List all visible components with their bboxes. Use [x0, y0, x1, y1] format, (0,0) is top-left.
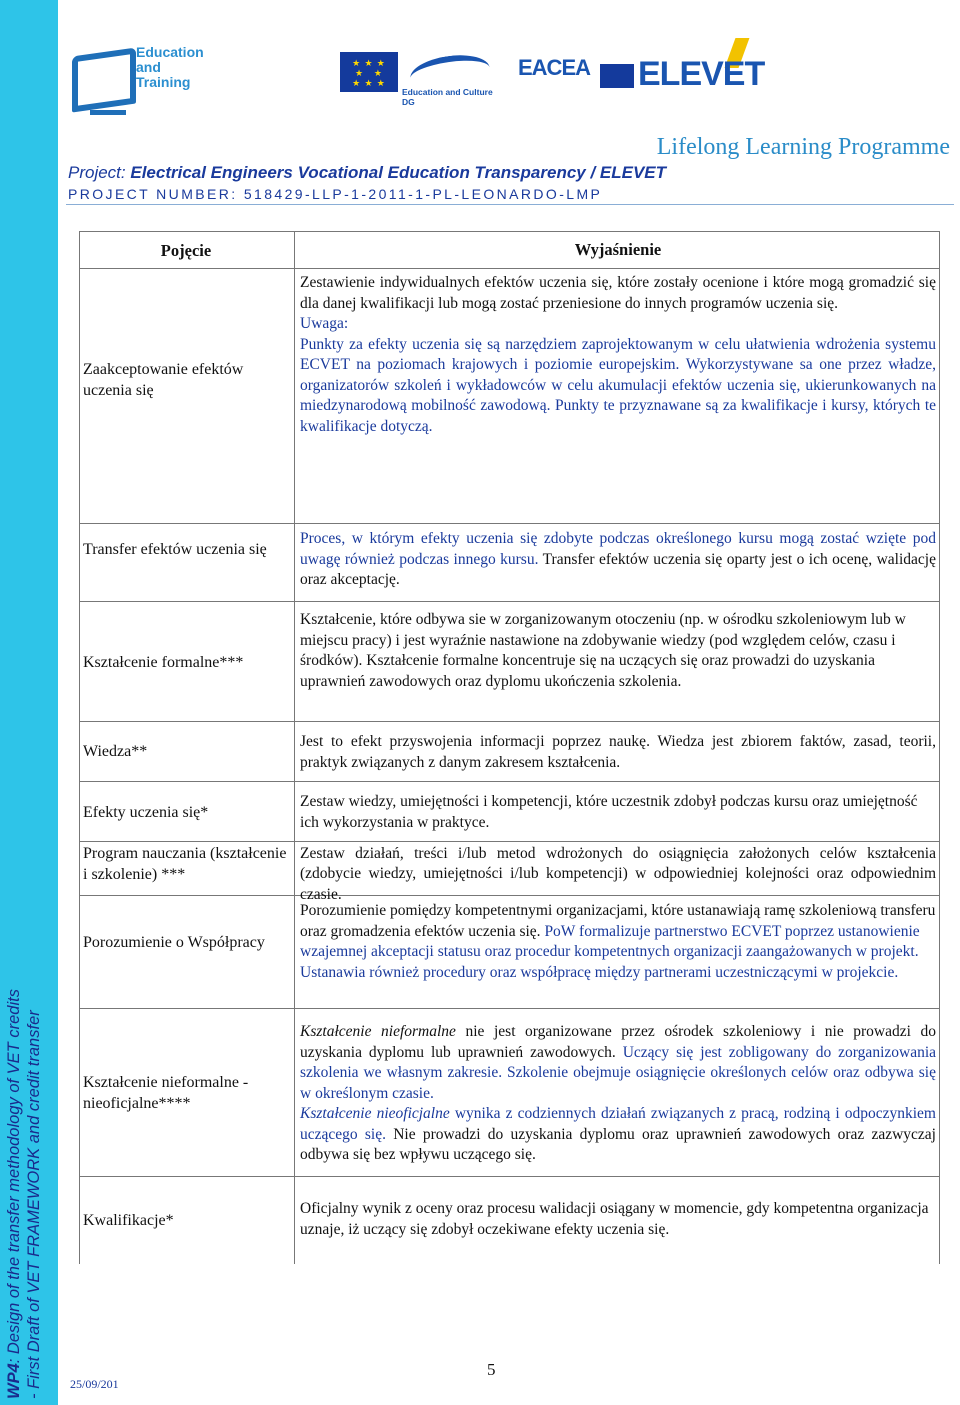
table-row [79, 1176, 940, 1264]
definition: Kształcenie nieformalne nie jest organizowane przez ośrodek szkoleniowy i nie prowadzi do uzyskania dyplomu lub uprawnień zawodowych. Uczący się jest zobligowany do zorganizowania szkolenia we własnym zakresie. Szkolenie obejmuje osiągnięcie określonych celów oraz odbywa się w określonym czasie. Kształcenie nieoficjalne wynika z codziennych działań związanych z pracą, rodziną i odpoczynkiem uczącego się. Nie prowadzi do uzyskania dyplomu oraz uprawnień zawodowych oraz zazwyczaj odbywa się bez wpływu uczącego się. [300, 1023, 937, 1163]
definition: Porozumienie pomiędzy kompetentnymi organizacjami, które ustanawiają ramę szkoleniową transferu oraz gromadzenia efektów uczenia się. PoW formalizuje partnerstwo ECVET poprzez ustanowienie wzajemnej akceptacji statusu oraz procedur kompetentnych organizacji zaangażowanych w projekt. Ustanawia również procedury oraz współpracę między partnerami uczestniczącymi w projekcie. [300, 902, 936, 981]
table-row [79, 841, 940, 903]
sidebar-wp: WP4 [5, 1363, 23, 1399]
term: Porozumienie o Współpracy [83, 934, 265, 951]
definition: Zestaw działań, treści i/lub metod wdrożonych do osiągnięcia założonych celów kształcenia (zdobycie wiedzy, umiejętności i/lub kompetencji) w odpowiedniej kolejności oraz odpowiednim czasie. [300, 844, 936, 903]
sidebar-band [0, 0, 58, 1405]
education-culture-dg-logo: Education and Culture DG [402, 50, 498, 100]
table-row [79, 1008, 940, 1177]
education-training-logo: Education and Training [68, 40, 198, 126]
definition: Proces, w którym efekty uczenia się zdobyte podczas określonego kursu mogą zostać wzięte pod uwagę również podczas innego kursu. Transfer efektów uczenia się oparty jest o ich ocenę, walidację oraz akceptację. [300, 530, 936, 588]
definition: Zestawienie indywidualnych efektów uczenia się, które zostały ocenione i które mogą gromadzić się dla danej kwalifikacji lub mogą zostać przeniesione do innych programów uczenia się. Uwaga: Punkty za efekty uczenia się są narzędziem zaprojektowanym w celu ułatwienia wdrożenia systemu ECVET na poziomach krajowych i poziomie europejskim. Wykorzystywane sa one przez władze, organizatorów szkoleń i wykładowców w celu akumulacji efektów uczenia się, ukierunkowanych na miedzynarodową mobilność zawodową. Punkty te przyznawane są za kwalifikacje i kursy, których te kwalifikacje dotyczą. [300, 274, 937, 435]
term: Kwalifikacje* [83, 1212, 174, 1229]
definition: Kształcenie, które odbywa sie w zorganizowanym otoczeniu (np. w ośrodku szkoleniowym lub w miejscu pracy) i jest wyraźnie nastawione na zdobywanie wiedzy (pod względem celów, czasu i środków). Kształcenie formalne koncentruje się na uczących się oraz prowadzi do uzyskania uprawnień zawodowych oraz dyplomu ukończenia szkolenia. [300, 611, 906, 690]
sidebar-vertical-text [4, 979, 54, 1399]
table-row [79, 601, 940, 722]
header-divider [66, 204, 954, 205]
table-row [79, 721, 940, 782]
term: Zaakceptowanie efektów uczenia się [83, 361, 244, 399]
table-row [79, 523, 940, 602]
term: Kształcenie nieformalne - nieoficjalne**** [83, 1074, 249, 1112]
sidebar-line1: : Design of the transfer methodology of VET credits [5, 989, 23, 1364]
term: Efekty uczenia się* [83, 804, 209, 821]
col-header-term: Pojęcie [160, 241, 212, 260]
elevet-logo: ELEVET [600, 38, 778, 98]
term: Kształcenie formalne*** [83, 654, 244, 671]
definition: Zestaw wiedzy, umiejętności i kompetencji, które uczestnik zdobył podczas kursu oraz umiejętność ich wykorzystania w praktyce. [300, 793, 918, 831]
definition: Jest to efekt przyswojenia informacji poprzez naukę. Wiedza jest zbiorem faktów, zasad, teorii, praktyk związanych z danym zakresem kształcenia. [300, 733, 936, 771]
definition: Oficjalny wynik z oceny oraz procesu walidacji osiągany w momencie, gdy kompetentna organizacja uznaje, iż uczący się zdobył oczekiwane efekty uczenia się. [300, 1200, 929, 1238]
eu-flag-logo: ★ ★ ★ ★ ★ ★ ★ ★ [340, 52, 398, 92]
table-header-row [79, 231, 940, 269]
term: Wiedza** [83, 743, 148, 760]
eu-flag-icon [600, 64, 634, 88]
col-header-def: Wyjaśnienie [574, 240, 662, 259]
project-number: PROJECT NUMBER: 518429-LLP-1-2011-1-PL-LEONARDO-LMP [68, 186, 603, 202]
term: Transfer efektów uczenia się [83, 541, 267, 558]
table-row [79, 267, 940, 524]
sidebar-line2: - First Draft of VET FRAMEWORK and credit transfer [25, 1010, 43, 1399]
page-number: 5 [487, 1360, 496, 1379]
project-title: Project: Electrical Engineers Vocational Education Transparency / ELEVET [68, 163, 667, 182]
term: Program nauczania (kształcenie i szkolenie) *** [83, 845, 287, 883]
footer-date: 25/09/201 [70, 1377, 119, 1391]
table-row [79, 895, 940, 1009]
eacea-logo: EACEA [518, 55, 591, 80]
llp-title: Lifelong Learning Programme [656, 134, 950, 160]
monitor-icon [72, 48, 136, 113]
